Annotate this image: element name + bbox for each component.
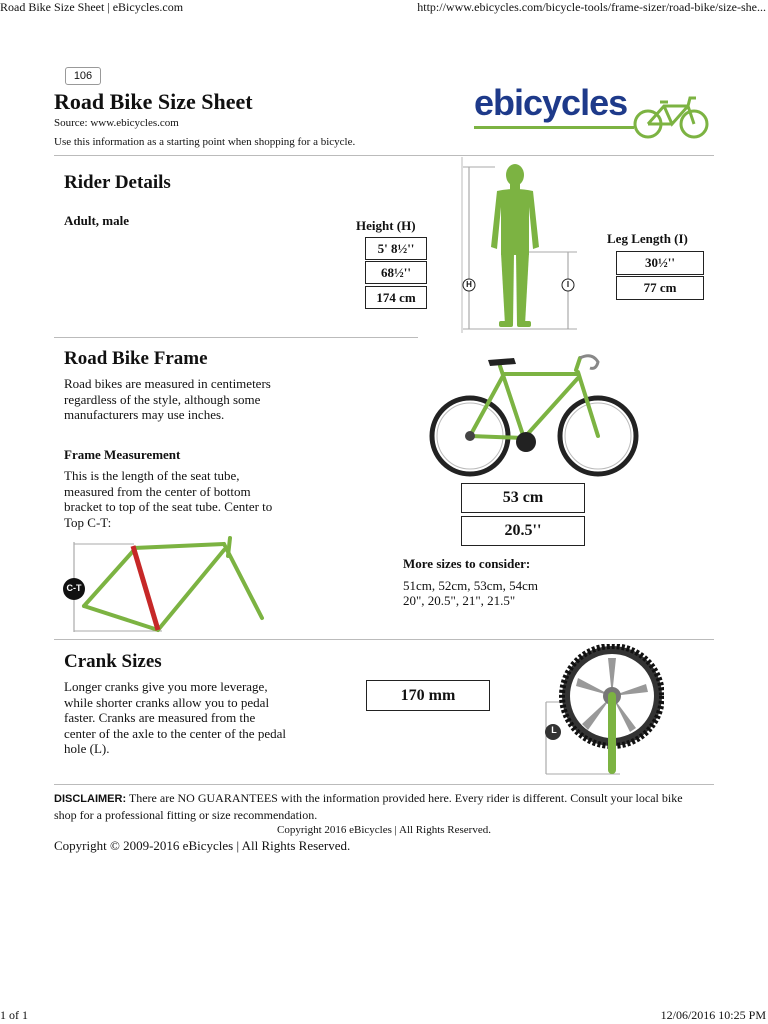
logo-text: ebicycles [474,82,628,123]
disclaimer-text: There are NO GUARANTEES with the information provided here. Every rider is different. Consult your local bike shop for a professional fitting or size recommendation. [54,791,683,822]
leg-cm-box: 77 cm [616,276,704,300]
browser-page-title: Road Bike Size Sheet | eBicycles.com [0,0,184,14]
divider [54,639,714,640]
frame-size-in-box: 20.5'' [461,516,585,546]
crank-description: Longer cranks give you more leverage, while shorter cranks allow you to pedal faster. Cranks are measured from the center of the axle to the center of the pedal hole (L). [64,679,286,756]
leg-in-box: 30½'' [616,251,704,275]
rider-profile: Adult, male [64,213,129,228]
more-sizes-in: 20", 20.5", 21", 21.5" [403,593,516,608]
height-marker: H [466,280,472,289]
intro-text: Use this information as a starting point when shopping for a bicycle. [54,136,356,148]
print-timestamp: 12/06/2016 10:25 PM [660,1008,766,1022]
height-in-box: 68½'' [365,261,427,284]
frame-size-cm-box: 53 cm [461,483,585,513]
frame-description: Road bikes are measured in centimeters regardless of the style, although some manufacturers may use inches. [64,376,271,422]
divider [54,337,418,338]
page-count: 1 of 1 [0,1008,28,1022]
ebicycles-logo [474,80,714,140]
rider-figure-icon [455,157,585,333]
bike-logo-icon [632,94,712,140]
source-line: Source: www.ebicycles.com [54,117,179,129]
chainring-icon [540,644,664,778]
height-cm-box: 174 cm [365,286,427,309]
frame-measurement-heading: Frame Measurement [64,447,181,462]
frame-marker: C-T [66,583,82,593]
crank-heading: Crank Sizes [64,651,162,672]
disclaimer-label: DISCLAIMER: [54,793,127,805]
road-bike-icon [420,340,648,478]
crank-marker: L [551,725,557,735]
frame-heading: Road Bike Frame [64,348,208,369]
page-badge: 106 [65,67,101,85]
crank-size-box: 170 mm [366,680,490,711]
page-title: Road Bike Size Sheet [54,89,253,114]
height-ft-box: 5' 8½'' [365,237,427,260]
divider [54,784,714,785]
frame-measurement-text: This is the length of the seat tube, measured from the center of bottom bracket to top of the seat tube. Center to Top C-T: [64,468,273,530]
more-sizes-heading: More sizes to consider: [403,556,531,571]
leg-length-label: Leg Length (I) [607,231,688,246]
rider-heading: Rider Details [64,172,171,193]
more-sizes-cm: 51cm, 52cm, 53cm, 54cm [403,578,539,593]
divider [54,155,714,156]
copyright-small: Copyright 2016 eBicycles | All Rights Reserved. [277,824,491,836]
browser-url: http://www.ebicycles.com/bicycle-tools/frame-sizer/road-bike/size-she... [417,0,766,14]
frame-diagram-icon [62,536,272,636]
leg-marker: I [566,280,570,289]
copyright-large: Copyright © 2009-2016 eBicycles | All Rights Reserved. [54,838,351,853]
disclaimer [54,790,704,823]
height-label: Height (H) [356,218,416,233]
